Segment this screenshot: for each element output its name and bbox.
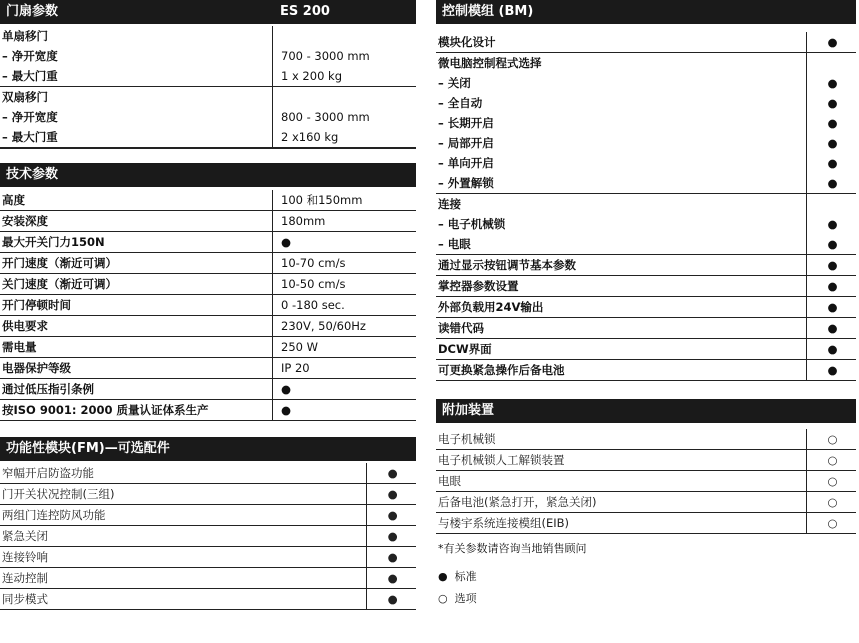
standard-mark: ● xyxy=(806,339,856,360)
option-mark: ○ xyxy=(806,450,856,471)
table-row xyxy=(436,339,856,360)
row-label: 连动控制 xyxy=(0,568,367,589)
table-row xyxy=(436,194,856,215)
option-mark: ○ xyxy=(806,471,856,492)
model-name: ES 200 xyxy=(280,4,330,19)
table-row xyxy=(0,484,416,505)
row-label: 两组门连控防风功能 xyxy=(0,505,367,526)
standard-mark: ● xyxy=(806,73,856,93)
table-row xyxy=(436,153,856,173)
row-value: 0 -180 sec. xyxy=(273,295,417,316)
row-label: 单扇移门 xyxy=(2,29,48,43)
standard-mark xyxy=(806,53,856,74)
row-label: 高度 xyxy=(0,190,273,211)
table-row xyxy=(436,73,856,93)
bm-table xyxy=(436,32,856,381)
row-label: 按ISO 9001: 2000 质量认证体系生产 xyxy=(0,400,273,421)
option-mark: ○ xyxy=(806,429,856,450)
table-row xyxy=(436,360,856,381)
row-value: 800 - 3000 mm xyxy=(273,107,417,127)
standard-mark: ● xyxy=(806,133,856,153)
standard-mark: ● xyxy=(806,255,856,276)
row-label: 双扇移门 xyxy=(2,90,48,104)
row-value: 2 x160 kg xyxy=(273,127,417,148)
table-row xyxy=(0,400,416,421)
row-label: 通过低压指引条例 xyxy=(0,379,273,400)
row-label: 电眼 xyxy=(436,471,806,492)
row-label: 可更换紧急操作后备电池 xyxy=(436,360,806,381)
standard-mark: ● xyxy=(806,214,856,234)
row-label: 安装深度 xyxy=(0,211,273,232)
table-row xyxy=(0,547,416,568)
table-row xyxy=(436,214,856,234)
row-label: 连接铃响 xyxy=(0,547,367,568)
legend-option-label: 选项 xyxy=(454,592,477,605)
row-label: 关门速度（渐近可调） xyxy=(0,274,273,295)
standard-mark: ● xyxy=(367,589,416,610)
row-label: – 外置解锁 xyxy=(436,173,806,194)
option-mark: ○ xyxy=(806,513,856,534)
row-label: 开门停顿时间 xyxy=(0,295,273,316)
table-row xyxy=(0,232,416,253)
standard-mark: ● xyxy=(367,484,416,505)
row-label: – 净开宽度 xyxy=(2,49,58,63)
standard-mark: ● xyxy=(367,505,416,526)
table-row xyxy=(436,173,856,194)
standard-mark: ● xyxy=(806,173,856,194)
table-row xyxy=(436,318,856,339)
table-row xyxy=(0,127,416,148)
table-row xyxy=(0,87,416,108)
door-params-title: 门扇参数 xyxy=(6,4,59,19)
table-row xyxy=(0,46,416,66)
tech-params-title: 技术参数 xyxy=(6,167,59,182)
row-label: 模块化设计 xyxy=(436,32,806,53)
row-label: 电子机械锁人工解锁装置 xyxy=(436,450,806,471)
row-value: 10-50 cm/s xyxy=(273,274,417,295)
row-label: 通过显示按钮调节基本参数 xyxy=(436,255,806,276)
row-label: 读错代码 xyxy=(436,318,806,339)
extras-header xyxy=(436,399,856,423)
row-value: 180mm xyxy=(273,211,417,232)
row-label: – 长期开启 xyxy=(438,116,494,130)
table-row xyxy=(0,295,416,316)
tech-params-header xyxy=(0,163,416,187)
row-label: 最大开关门力150N xyxy=(0,232,273,253)
row-label: – 净开宽度 xyxy=(2,110,58,124)
standard-mark: ● xyxy=(367,568,416,589)
table-row xyxy=(0,274,416,295)
standard-mark: ● xyxy=(367,547,416,568)
legend-option xyxy=(438,588,856,610)
row-value: ● xyxy=(273,400,417,421)
row-value xyxy=(273,87,417,108)
standard-mark: ● xyxy=(806,276,856,297)
standard-mark: ● xyxy=(806,297,856,318)
table-row xyxy=(0,211,416,232)
table-row xyxy=(436,234,856,255)
table-row xyxy=(436,93,856,113)
row-value: 230V, 50/60Hz xyxy=(273,316,417,337)
row-label: 微电脑控制程式选择 xyxy=(438,56,542,70)
legend xyxy=(436,566,856,610)
row-value: 10-70 cm/s xyxy=(273,253,417,274)
table-row xyxy=(436,450,856,471)
standard-mark: ● xyxy=(367,463,416,484)
table-row xyxy=(0,505,416,526)
row-label: – 电子机械锁 xyxy=(438,217,506,231)
table-row xyxy=(436,32,856,53)
table-row xyxy=(436,429,856,450)
standard-mark: ● xyxy=(806,93,856,113)
table-row xyxy=(0,526,416,547)
row-value: 250 W xyxy=(273,337,417,358)
table-row xyxy=(0,253,416,274)
row-value: IP 20 xyxy=(273,358,417,379)
bm-header xyxy=(436,0,856,24)
table-row xyxy=(0,107,416,127)
row-value xyxy=(273,26,417,46)
row-label: 窄幅开启防盗功能 xyxy=(0,463,367,484)
standard-mark: ● xyxy=(367,526,416,547)
table-row xyxy=(436,255,856,276)
footnote: *有关参数请咨询当地销售顾问 xyxy=(438,542,587,555)
row-label: 需电量 xyxy=(0,337,273,358)
row-label: 后备电池(紧急打开，紧急关闭) xyxy=(436,492,806,513)
table-row xyxy=(436,492,856,513)
row-value: 1 x 200 kg xyxy=(273,66,417,87)
table-row xyxy=(0,379,416,400)
row-label: – 局部开启 xyxy=(438,136,494,150)
table-row xyxy=(436,113,856,133)
row-label: 电器保护等级 xyxy=(0,358,273,379)
row-label: – 单向开启 xyxy=(438,156,494,170)
table-row xyxy=(0,26,416,46)
row-label: 掌控器参数设置 xyxy=(436,276,806,297)
fm-header xyxy=(0,437,416,461)
row-value: ● xyxy=(273,379,417,400)
row-label: 同步模式 xyxy=(0,589,367,610)
table-row xyxy=(0,358,416,379)
table-row xyxy=(436,53,856,74)
row-label: – 电眼 xyxy=(436,234,806,255)
extras-table xyxy=(436,429,856,534)
legend-standard-label: 标准 xyxy=(454,570,477,583)
standard-mark: ● xyxy=(806,153,856,173)
extras-title: 附加装置 xyxy=(442,403,495,418)
row-label: 紧急关闭 xyxy=(0,526,367,547)
standard-mark: ● xyxy=(806,32,856,53)
standard-mark xyxy=(806,194,856,215)
row-label: 电子机械锁 xyxy=(436,429,806,450)
door-params-header xyxy=(0,0,416,24)
row-value: 100 和150mm xyxy=(273,190,417,211)
table-row xyxy=(0,190,416,211)
table-row xyxy=(436,471,856,492)
option-mark: ○ xyxy=(806,492,856,513)
table-row xyxy=(0,589,416,610)
fm-table xyxy=(0,463,416,610)
table-row xyxy=(436,276,856,297)
row-label: 外部负载用24V输出 xyxy=(436,297,806,318)
row-label: 与楼宇系统连接模组(EIB) xyxy=(436,513,806,534)
row-value: 700 - 3000 mm xyxy=(273,46,417,66)
row-label: – 全自动 xyxy=(438,96,483,110)
table-row xyxy=(0,66,416,87)
table-row xyxy=(0,568,416,589)
bm-title: 控制模组 (BM) xyxy=(442,4,534,19)
table-row xyxy=(0,337,416,358)
standard-mark: ● xyxy=(806,234,856,255)
table-row xyxy=(436,513,856,534)
hollow-dot-icon: ○ xyxy=(438,592,448,605)
standard-mark: ● xyxy=(806,113,856,133)
tech-params-table xyxy=(0,190,416,421)
row-label: – 最大门重 xyxy=(0,127,273,148)
row-label: 开门速度（渐近可调） xyxy=(0,253,273,274)
row-label: DCW界面 xyxy=(436,339,806,360)
standard-mark: ● xyxy=(806,360,856,381)
table-row xyxy=(436,133,856,153)
row-label: 供电要求 xyxy=(0,316,273,337)
row-label: – 关闭 xyxy=(438,76,471,90)
row-label: 门开关状况控制(三组) xyxy=(0,484,367,505)
filled-dot-icon: ● xyxy=(438,570,448,583)
table-row xyxy=(436,297,856,318)
row-value: ● xyxy=(273,232,417,253)
table-row xyxy=(0,316,416,337)
table-row xyxy=(0,463,416,484)
door-params-table xyxy=(0,26,416,149)
legend-standard xyxy=(438,566,856,588)
fm-title: 功能性模块(FM)—可选配件 xyxy=(6,441,170,456)
row-label: 连接 xyxy=(438,197,461,211)
row-label: – 最大门重 xyxy=(0,66,273,87)
standard-mark: ● xyxy=(806,318,856,339)
